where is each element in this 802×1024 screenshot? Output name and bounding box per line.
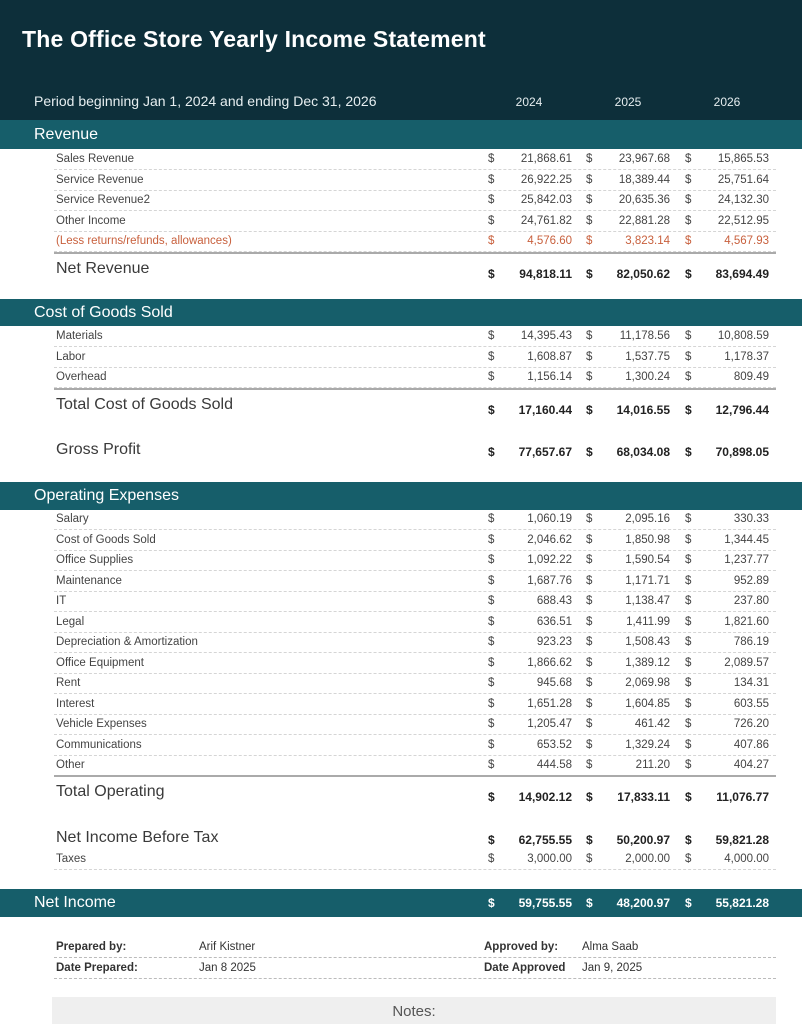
currency-symbol: $ [685,759,692,771]
line-item-label: Labor [56,350,86,363]
currency-symbol: $ [488,759,495,771]
currency-symbol: $ [488,574,495,587]
total-operating-amount-2025: 17,833.11 [617,790,670,804]
line-item-amount-2025: 1,171.71 [625,574,670,587]
notes-box[interactable] [52,997,776,1024]
net-income-2025: 48,200.97 [616,896,670,910]
line-item-label: Materials [56,330,103,342]
notes-label: Notes: [392,1003,436,1020]
line-item-amount-2025: 2,069.98 [625,677,670,689]
currency-symbol: $ [586,677,593,689]
currency-symbol: $ [488,533,495,546]
line-item-row [54,674,776,694]
line-item-row [54,654,776,674]
line-item-amount-2024: 1,156.14 [527,371,572,383]
line-item-amount-2024: 923.23 [536,636,572,648]
line-item-row [54,327,776,347]
currency-symbol: $ [586,214,593,227]
line-item-amount-2025: 22,881.28 [618,214,670,227]
currency-symbol: $ [685,595,692,607]
currency-symbol: $ [488,214,495,227]
date-approved-value: Jan 9, 2025 [582,962,643,974]
line-item-amount-2025: 1,850.98 [625,533,670,546]
line-item-amount-2025: 18,389.44 [618,173,670,186]
currency-symbol: $ [586,533,593,546]
line-item-amount-2024: 1,866.62 [527,656,572,669]
taxes-amount-2025: 2,000.00 [625,853,670,865]
line-item-amount-2024: 1,687.76 [527,574,572,587]
currency-symbol: $ [586,656,593,669]
net-revenue-amount-2026: 83,694.49 [715,267,769,281]
line-item-amount-2026: 603.55 [733,697,769,710]
year-header-2026: 2026 [713,95,741,109]
signoff-row-2 [54,958,776,979]
line-item-label: Office Equipment [56,656,145,669]
line-item-amount-2024: 1,060.19 [527,513,572,525]
page-title: The Office Store Yearly Income Statement [22,26,486,52]
line-item-amount-2025: 1,604.85 [625,697,670,710]
currency-symbol: $ [685,403,692,417]
currency-symbol: $ [586,153,593,165]
cogs-section-header: Cost of Goods Sold [0,299,802,326]
currency-symbol: $ [685,677,692,689]
currency-symbol: $ [685,371,692,383]
currency-symbol: $ [488,403,495,417]
currency-symbol: $ [586,636,593,648]
line-item-amount-2024: 688.43 [536,595,572,607]
line-item-amount-2025: 1,138.47 [625,595,670,607]
line-item-amount-2024: 444.58 [536,759,572,771]
currency-symbol: $ [488,718,495,730]
currency-symbol: $ [685,194,692,206]
currency-symbol: $ [586,615,593,628]
currency-symbol: $ [488,656,495,669]
line-item-row [54,348,776,368]
currency-symbol: $ [488,173,495,186]
line-item-row [54,572,776,592]
currency-symbol: $ [488,896,495,910]
line-item-label: IT [56,595,67,607]
gross-profit-amount-2025: 68,034.08 [616,445,670,459]
line-item-amount-2026: 4,567.93 [724,235,769,247]
total-cogs-row [54,388,776,424]
line-item-amount-2024: 14,395.43 [520,330,572,342]
currency-symbol: $ [685,574,692,587]
currency-symbol: $ [685,267,692,281]
currency-symbol: $ [586,833,593,847]
currency-symbol: $ [685,636,692,648]
line-item-amount-2024: 25,842.03 [520,194,572,206]
line-item-row [54,368,776,388]
line-item-row [54,531,776,551]
net-revenue-amount-2024: 94,818.11 [519,267,572,281]
currency-symbol: $ [488,595,495,607]
line-item-amount-2026: 1,821.60 [724,615,769,628]
line-item-amount-2026: 786.19 [733,636,769,648]
net-income-before-tax-amount-2025: 50,200.97 [616,833,670,847]
line-item-amount-2025: 11,178.56 [619,330,670,342]
line-item-amount-2026: 10,808.59 [717,330,769,342]
line-item-amount-2025: 461.42 [634,718,670,730]
line-item-row [54,613,776,633]
line-item-row [54,736,776,756]
signoff-row-1 [54,937,776,958]
currency-symbol: $ [685,853,692,865]
currency-symbol: $ [488,445,495,459]
line-item-row [54,592,776,612]
currency-symbol: $ [685,350,692,363]
line-item-label: Interest [56,697,95,710]
taxes-amount-2024: 3,000.00 [527,853,572,865]
line-item-label: Office Supplies [56,554,134,566]
currency-symbol: $ [685,697,692,710]
currency-symbol: $ [685,896,692,910]
total-operating-row [54,775,776,811]
line-item-row [54,633,776,653]
year-header-2024: 2024 [515,95,543,109]
gross-profit-row [54,439,776,463]
line-item-label: Vehicle Expenses [56,718,147,730]
opex-section-header: Operating Expenses [0,482,802,510]
currency-symbol: $ [586,330,593,342]
line-item-amount-2025: 20,635.36 [618,194,670,206]
period-text: Period beginning Jan 1, 2024 and ending Dec 31, 2026 [34,93,377,109]
net-income-before-tax-label: Net Income Before Tax [56,829,219,846]
net-revenue-label: Net Revenue [56,260,150,277]
statement-header [0,0,802,120]
currency-symbol: $ [488,330,495,342]
currency-symbol: $ [685,513,692,525]
line-item-row [54,171,776,191]
currency-symbol: $ [685,656,692,669]
line-item-amount-2026: 24,132.30 [717,194,769,206]
line-item-amount-2025: 3,823.14 [625,235,670,247]
total-operating-label: Total Operating [56,783,165,800]
line-item-amount-2026: 404.27 [733,759,769,771]
currency-symbol: $ [488,636,495,648]
line-item-row [54,510,776,530]
prepared-by-label: Prepared by: [56,941,127,953]
net-income-row [0,889,802,917]
line-item-amount-2024: 24,761.82 [520,214,572,227]
line-item-amount-2026: 726.20 [733,718,769,730]
line-item-amount-2026: 1,344.45 [724,533,769,546]
line-item-amount-2025: 1,508.43 [625,636,670,648]
currency-symbol: $ [488,194,495,206]
currency-symbol: $ [586,759,593,771]
currency-symbol: $ [586,738,593,751]
currency-symbol: $ [586,595,593,607]
date-approved-label: Date Approved [484,962,566,974]
currency-symbol: $ [586,194,593,206]
currency-symbol: $ [488,853,495,865]
net-income-label: Net Income [34,894,116,911]
currency-symbol: $ [488,235,495,247]
currency-symbol: $ [685,533,692,546]
line-item-amount-2024: 1,092.22 [527,554,572,566]
line-item-amount-2025: 1,411.99 [626,615,670,628]
line-item-amount-2024: 26,922.25 [520,173,572,186]
line-item-amount-2026: 809.49 [733,371,769,383]
currency-symbol: $ [586,235,593,247]
currency-symbol: $ [685,615,692,628]
gross-profit-amount-2026: 70,898.05 [715,445,769,459]
line-item-label: Service Revenue2 [56,194,150,206]
taxes-label: Taxes [56,853,87,865]
currency-symbol: $ [488,833,495,847]
line-item-row [54,715,776,735]
currency-symbol: $ [685,153,692,165]
currency-symbol: $ [685,554,692,566]
gross-profit-label: Gross Profit [56,441,141,458]
line-item-amount-2024: 653.52 [536,738,572,751]
currency-symbol: $ [488,677,495,689]
line-item-row [54,232,776,252]
currency-symbol: $ [685,173,692,186]
line-item-amount-2025: 2,095.16 [625,513,670,525]
currency-symbol: $ [586,350,593,363]
line-item-amount-2025: 1,537.75 [625,350,670,363]
line-item-amount-2026: 330.33 [733,513,769,525]
line-item-amount-2025: 1,590.54 [625,554,670,566]
line-item-amount-2026: 134.31 [733,677,769,689]
line-item-row [54,191,776,211]
line-item-label: Rent [56,677,81,689]
year-header-2025: 2025 [614,95,642,109]
total-operating-amount-2024: 14,902.12 [518,790,572,804]
net-revenue-amount-2025: 82,050.62 [616,267,670,281]
taxes-amount-2026: 4,000.00 [724,853,769,865]
currency-symbol: $ [685,833,692,847]
currency-symbol: $ [488,554,495,566]
line-item-amount-2025: 1,329.24 [625,738,670,751]
total-cogs-label: Total Cost of Goods Sold [56,396,233,413]
net-income-2024: 59,755.55 [518,896,572,910]
line-item-amount-2026: 1,178.37 [724,350,769,363]
prepared-by-value: Arif Kistner [199,941,256,953]
currency-symbol: $ [685,330,692,342]
currency-symbol: $ [586,574,593,587]
line-item-amount-2026: 952.89 [733,574,769,587]
currency-symbol: $ [586,371,593,383]
line-item-amount-2024: 1,651.28 [527,697,572,710]
currency-symbol: $ [488,371,495,383]
currency-symbol: $ [586,853,593,865]
net-income-before-tax-amount-2024: 62,755.55 [518,833,572,847]
currency-symbol: $ [488,697,495,710]
currency-symbol: $ [586,790,593,804]
line-item-amount-2026: 25,751.64 [717,173,769,186]
line-item-label: Service Revenue [56,173,144,186]
total-cogs-amount-2024: 17,160.44 [518,403,572,417]
line-item-amount-2024: 1,205.47 [527,718,572,730]
line-item-amount-2025: 1,300.24 [625,371,670,383]
currency-symbol: $ [685,718,692,730]
line-item-label: Communications [56,738,142,751]
currency-symbol: $ [586,718,593,730]
line-item-amount-2024: 2,046.62 [527,533,572,546]
line-item-label: Maintenance [56,574,122,587]
total-cogs-amount-2026: 12,796.44 [715,403,769,417]
line-item-label: Other [56,759,85,771]
line-item-row [54,551,776,571]
currency-symbol: $ [586,173,593,186]
currency-symbol: $ [685,235,692,247]
line-item-amount-2024: 636.51 [536,615,572,628]
line-item-label: Cost of Goods Sold [56,533,156,546]
line-item-amount-2025: 1,389.12 [625,656,670,669]
line-item-label: (Less returns/refunds, allowances) [56,235,232,247]
currency-symbol: $ [586,513,593,525]
line-item-label: Depreciation & Amortization [56,636,198,648]
date-prepared-label: Date Prepared: [56,962,138,974]
line-item-label: Overhead [56,371,107,383]
net-income-2026: 55,821.28 [715,896,769,910]
currency-symbol: $ [586,697,593,710]
line-item-amount-2024: 21,868.61 [520,153,572,165]
line-item-amount-2025: 211.20 [635,759,670,771]
line-item-amount-2026: 1,237.77 [724,554,769,566]
currency-symbol: $ [586,403,593,417]
line-item-amount-2025: 23,967.68 [618,153,670,165]
net-income-before-tax-row [54,827,776,851]
currency-symbol: $ [488,350,495,363]
currency-symbol: $ [685,445,692,459]
line-item-amount-2026: 407.86 [733,738,769,751]
currency-symbol: $ [586,896,593,910]
line-item-amount-2024: 1,608.87 [527,350,572,363]
taxes-row [54,850,776,870]
total-operating-amount-2026: 11,076.77 [716,790,769,804]
currency-symbol: $ [586,554,593,566]
line-item-row [54,212,776,232]
approved-by-value: Alma Saab [582,941,639,953]
currency-symbol: $ [586,267,593,281]
currency-symbol: $ [586,445,593,459]
currency-symbol: $ [488,790,495,804]
total-cogs-amount-2025: 14,016.55 [616,403,670,417]
line-item-amount-2026: 15,865.53 [717,153,769,165]
line-item-label: Sales Revenue [56,153,134,165]
line-item-row [54,695,776,715]
net-revenue-row [54,252,776,288]
currency-symbol: $ [685,790,692,804]
line-item-label: Legal [56,615,85,628]
net-income-before-tax-amount-2026: 59,821.28 [715,833,769,847]
line-item-amount-2026: 237.80 [733,595,769,607]
currency-symbol: $ [488,513,495,525]
line-item-row [54,756,776,776]
line-item-row [54,150,776,170]
line-item-amount-2026: 22,512.95 [717,214,769,227]
line-item-amount-2024: 945.68 [536,677,572,689]
approved-by-label: Approved by: [484,941,559,953]
currency-symbol: $ [488,153,495,165]
currency-symbol: $ [685,738,692,751]
currency-symbol: $ [488,615,495,628]
currency-symbol: $ [685,214,692,227]
line-item-amount-2024: 4,576.60 [527,235,572,247]
line-item-label: Other Income [56,214,126,227]
currency-symbol: $ [488,738,495,751]
line-item-label: Salary [56,513,89,525]
gross-profit-amount-2024: 77,657.67 [518,445,572,459]
revenue-section-header: Revenue [0,120,802,149]
line-item-amount-2026: 2,089.57 [724,656,769,669]
date-prepared-value: Jan 8 2025 [199,962,256,974]
currency-symbol: $ [488,267,495,281]
